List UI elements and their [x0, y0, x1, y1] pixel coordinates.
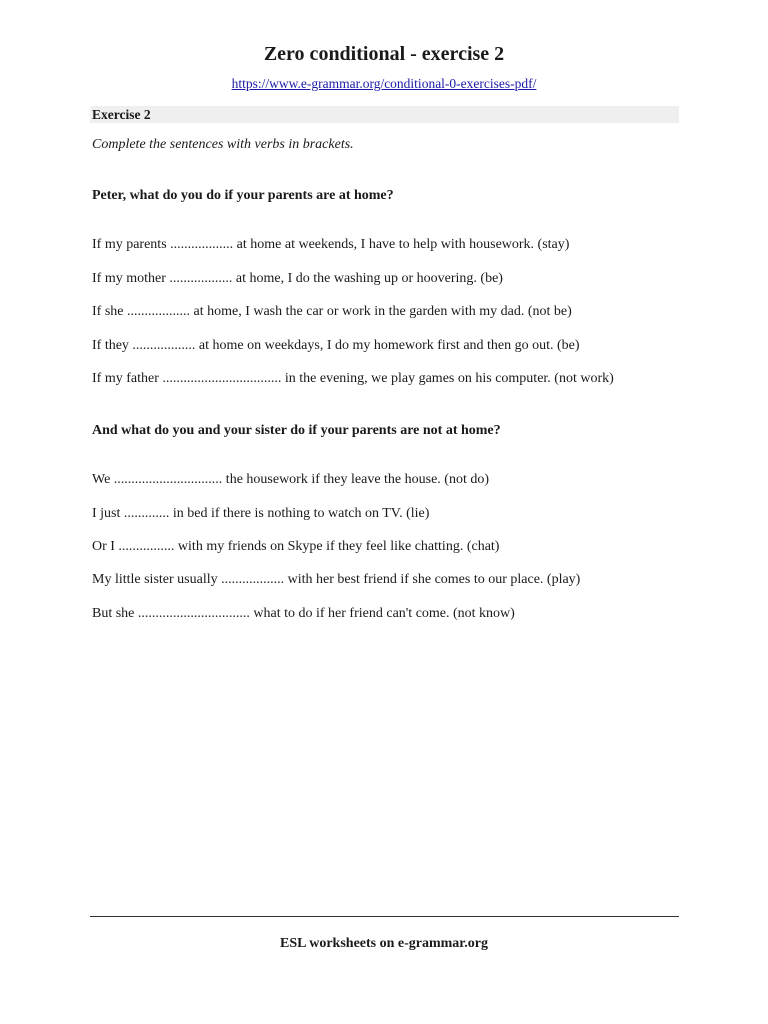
- exercise-sentence: If my parents .................. at home at weekends, I have to help with housework. (stay): [92, 237, 570, 252]
- source-link[interactable]: https://www.e-grammar.org/conditional-0-exercises-pdf/: [231, 76, 537, 91]
- exercise-sentence: My little sister usually .................. with her best friend if she comes to our place. (play): [92, 572, 581, 587]
- exercise-sentence: We ............................... the housework if they leave the house. (not do): [92, 472, 490, 487]
- source-link-container: [0, 75, 768, 93]
- exercise-sentence: If she .................. at home, I wash the car or work in the garden with my dad. (not be): [92, 304, 572, 319]
- exercise-sentence: If my father .................................. in the evening, we play games on his computer. (not work): [92, 371, 614, 386]
- question-heading: Peter, what do you do if your parents are at home?: [92, 188, 394, 203]
- question-heading: And what do you and your sister do if your parents are not at home?: [92, 423, 501, 438]
- exercise-sentence: I just ............. in bed if there is nothing to watch on TV. (lie): [92, 506, 430, 521]
- exercise-instructions: Complete the sentences with verbs in brackets.: [92, 137, 354, 152]
- exercise-heading: Exercise 2: [92, 107, 151, 122]
- exercise-sentence: If they .................. at home on weekdays, I do my homework first and then go out. (be): [92, 338, 580, 353]
- exercise-heading-bar: [90, 106, 679, 123]
- exercise-sentence: But she ................................ what to do if her friend can't come. (not know): [92, 606, 515, 621]
- footer-text: ESL worksheets on e-grammar.org: [280, 936, 488, 951]
- exercise-sentence: If my mother .................. at home, I do the washing up or hoovering. (be): [92, 271, 503, 286]
- exercise-sentence: Or I ................ with my friends on Skype if they feel like chatting. (chat): [92, 539, 500, 554]
- footer-divider: [90, 916, 679, 917]
- page-title: Zero conditional - exercise 2: [263, 43, 505, 65]
